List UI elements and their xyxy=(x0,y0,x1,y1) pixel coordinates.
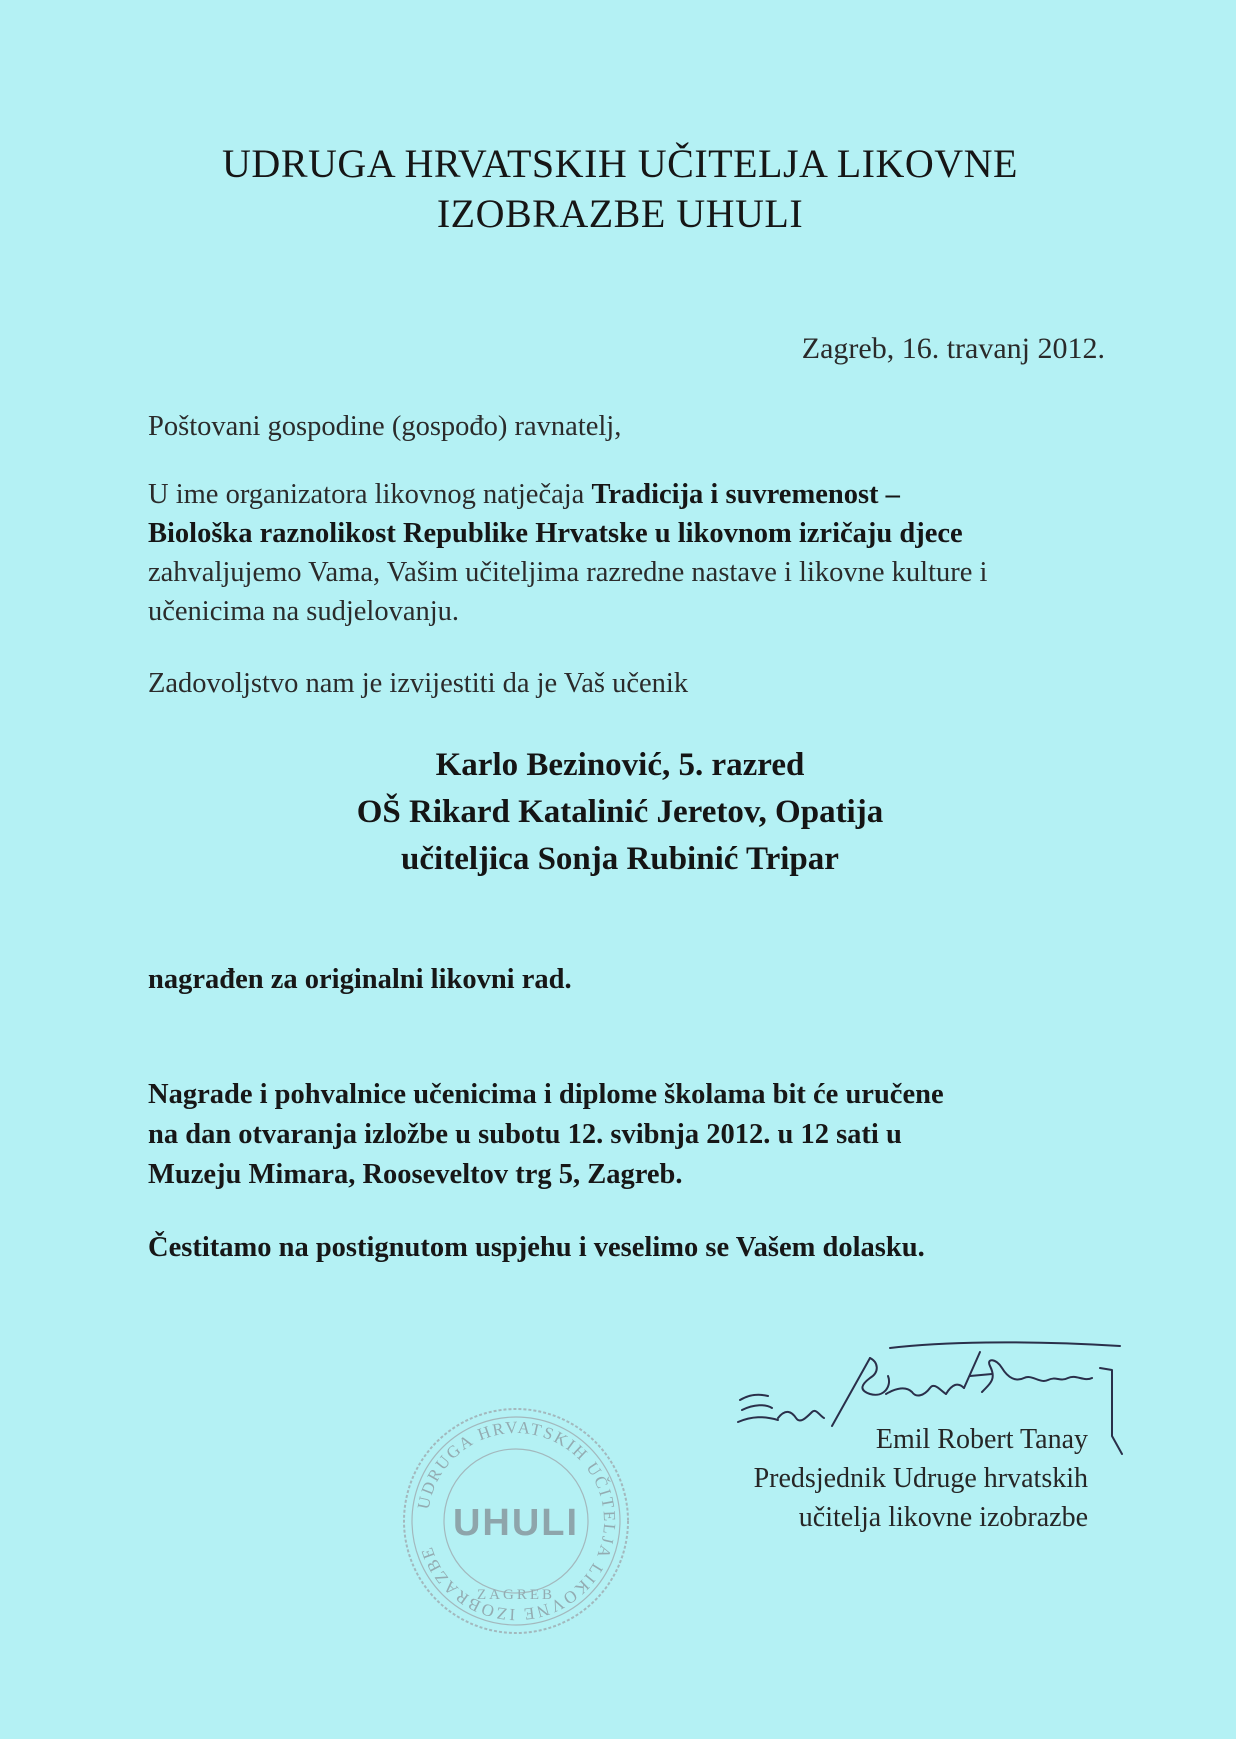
scan-edge-right xyxy=(1236,0,1240,1753)
competition-title-part-1: Tradicija i suvremenost – xyxy=(591,479,900,510)
congratulations: Čestitamo na postignutom uspjehu i veselimo se Vašem dolasku. xyxy=(148,1232,925,1263)
scan-edge-bottom xyxy=(0,1739,1240,1753)
seal-center-text: UHULI xyxy=(452,1502,580,1544)
seal-bottom-text: ZAGREB xyxy=(477,1587,555,1603)
ceremony-line-1: Nagrade i pohvalnice učenicima i diplome školama bit će uručene xyxy=(148,1079,944,1110)
awardee-school: OŠ Rikard Katalinić Jeretov, Opatija xyxy=(356,794,884,830)
intro-line-3: zahvaljujemo Vama, Vašim učiteljima razredne nastave i likovne kulture i xyxy=(148,557,988,588)
report-sentence: Zadovoljstvo nam je izvijestiti da je Vaš učenik xyxy=(148,668,689,699)
awardee-teacher: učiteljica Sonja Rubinić Tripar xyxy=(401,841,839,877)
intro-line-4: učenicima na sudjelovanju. xyxy=(148,596,460,627)
ceremony-paragraph xyxy=(148,1075,1092,1195)
letterhead-line-2: IZOBRAZBE UHULI xyxy=(436,191,804,236)
association-seal xyxy=(398,1403,634,1639)
salutation: Poštovani gospodine (gospođo) ravnatelj, xyxy=(148,411,622,442)
awardee-block xyxy=(0,742,1240,883)
intro-line-1 xyxy=(148,475,1096,514)
signer-block xyxy=(754,1420,1088,1537)
signer-title-line-2: učitelja likovne izobrazbe xyxy=(798,1502,1088,1533)
signer-title-line-1: Predsjednik Udruge hrvatskih xyxy=(753,1463,1088,1494)
award-statement: nagrađen za originalni likovni rad. xyxy=(148,964,572,995)
seal-ring-text: UDRUGA HRVATSKIH UČITELJA LIKOVNE IZOBRAZBE xyxy=(413,1417,620,1625)
intro-paragraph xyxy=(148,475,1096,631)
ceremony-line-3: Muzeju Mimara, Rooseveltov trg 5, Zagreb. xyxy=(148,1159,683,1190)
ceremony-line-2: na dan otvaranja izložbe u subotu 12. svibnja 2012. u 12 sati u xyxy=(148,1119,902,1150)
intro-line-2 xyxy=(148,514,1096,553)
competition-title-part-2: Biološka raznolikost Republike Hrvatske u likovnom izričaju djece xyxy=(148,518,963,549)
awardee-name: Karlo Bezinović, 5. razred xyxy=(435,747,805,783)
letter-date: Zagreb, 16. travanj 2012. xyxy=(801,332,1105,365)
intro-text: U ime organizatora likovnog natječaja xyxy=(148,479,592,510)
letterhead-line-1: UDRUGA HRVATSKIH UČITELJA LIKOVNE xyxy=(222,141,1018,186)
signer-name: Emil Robert Tanay xyxy=(875,1424,1088,1455)
